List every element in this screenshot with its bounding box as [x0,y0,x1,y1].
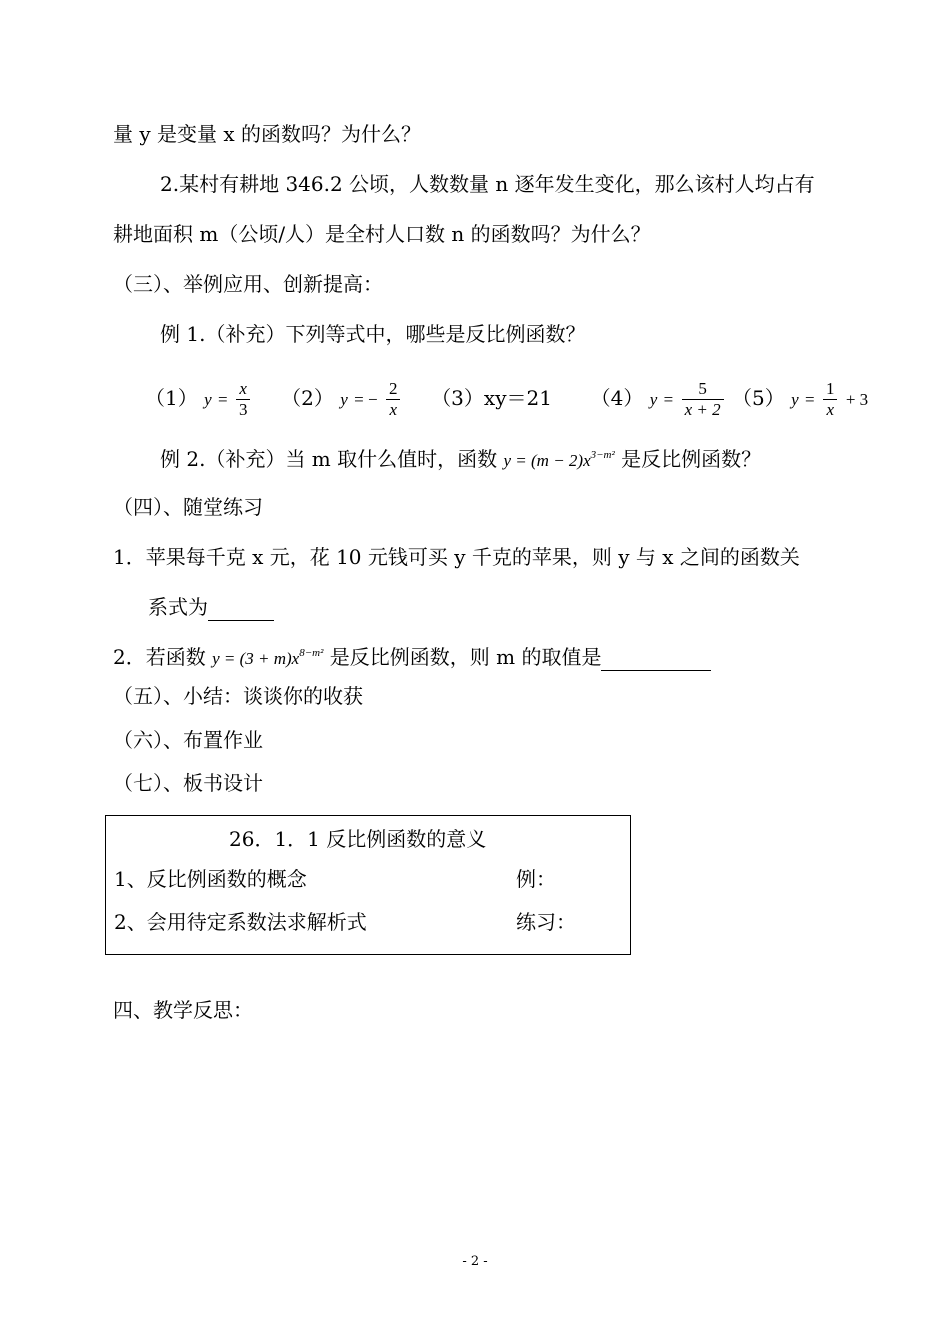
option-2: （2） y = − $\frac{2}{x}$ [281,386,409,410]
board-design-box [105,815,631,955]
text-line: 2.某村有耕地 346.2 公顷，人数数量 n 逐年发生变化，那么该村人均占有 [160,172,815,196]
section-heading: 四、教学反思： [113,998,253,1022]
text-line: 耕地面积 m（公顷/人）是全村人口数 n 的函数吗？为什么？ [113,222,651,246]
example-1-options [145,380,868,419]
formula-1: $y = (m - 2)x^{3-m^2}$ [503,449,615,470]
section-heading: （三）、举例应用、创新提高： [113,272,383,296]
answer-blank[interactable] [208,600,274,621]
board-title: 26．1．1 反比例函数的意义 [229,827,487,851]
board-item-1: 1、反比例函数的概念 [114,867,307,891]
board-item-1-right: 例： [516,867,556,891]
option-3: （3）xy＝21 [431,386,552,410]
section-heading: （五）、小结：谈谈你的收获 [113,684,363,708]
example-2-prompt: 例 2.（补充）当 m 取什么值时，函数 $y = (m - 2)x^{3-m^2}$ 是反比例函数？ [160,447,762,471]
option-1: （1） y = $\frac{x}{3}$ [145,386,259,410]
practice-2: 2．若函数 $y = (3 + m)x^{8-m^2}$ 是反比例函数，则 m 的取值是 [113,647,711,671]
practice-1: 1．苹果每千克 x 元，花 10 元钱可买 y 千克的苹果，则 y 与 x 之间的函数关 [113,545,800,569]
answer-blank[interactable] [601,650,711,671]
section-heading: （四）、随堂练习 [113,495,263,519]
section-heading: （七）、板书设计 [113,771,263,795]
practice-1-cont: 系式为 [148,597,274,621]
text-line: 量 y 是变量 x 的函数吗？为什么？ [113,122,422,146]
page-number: - 2 - [462,1254,488,1269]
board-item-2: 2、会用待定系数法求解析式 [114,910,367,934]
board-item-2-right: 练习： [516,910,576,934]
option-4: （4） y = $\frac{5}{x + 2}$ [591,386,732,410]
example-1-prompt: 例 1.（补充）下列等式中，哪些是反比例函数？ [160,322,586,346]
formula-2: $y = (3 + m)x^{8-m^2}$ [212,647,324,668]
section-heading: （六）、布置作业 [113,728,263,752]
option-5: （5） y = $\frac{1}{x}$ + 3 [732,379,869,419]
